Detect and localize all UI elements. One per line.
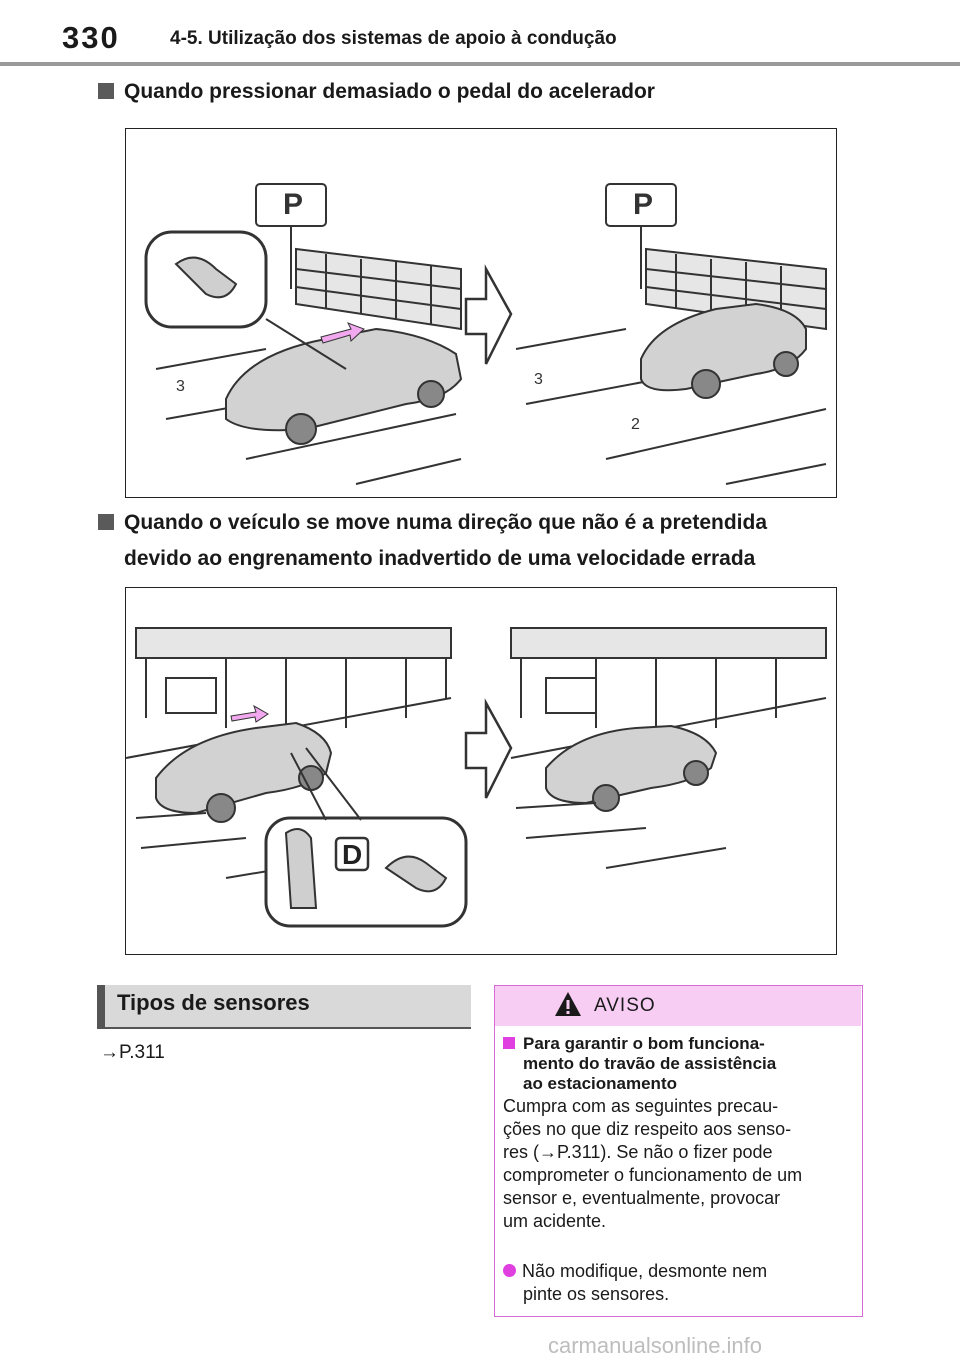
square-bullet-icon (98, 514, 114, 530)
watermark: carmanualsonline.info (548, 1333, 763, 1358)
warning-bullet-line1: Não modifique, desmonte nem (522, 1261, 768, 1281)
sensors-page-ref[interactable]: →P.311 (100, 1042, 165, 1063)
section2-heading-line2: devido ao engrenamento inadvertido de uma velocidade errada (124, 547, 756, 570)
warning-header (495, 986, 861, 1026)
sensors-heading: Tipos de sensores (117, 990, 310, 1015)
warning-bullet-line2: pinte os sensores. (523, 1284, 670, 1304)
warning-body (503, 1095, 853, 1233)
space-number-right-2: 2 (631, 416, 640, 433)
square-bullet-icon (98, 83, 114, 99)
parking-sign-left: P (283, 188, 304, 221)
warning-subtitle-line3: ao estacionamento (523, 1074, 677, 1093)
section1-heading (98, 80, 655, 104)
accelerator-illustration (126, 129, 836, 497)
figure-wrong-gear (125, 587, 837, 955)
warning-triangle-icon (553, 990, 583, 1018)
warning-body-line1: Cumpra com as seguintes precau- (503, 1096, 779, 1116)
section2-heading (98, 505, 858, 577)
warning-body-line6: um acidente. (503, 1211, 607, 1231)
warning-body-line3: res (→P.311). Se não o fizer pode (503, 1142, 773, 1162)
parking-sign-right: P (633, 188, 654, 221)
space-number-right: 3 (534, 371, 543, 388)
chapter-title: 4-5. Utilização dos sistemas de apoio à condução (170, 28, 617, 49)
warning-bullet (503, 1260, 853, 1306)
gear-d-label: D (342, 839, 363, 870)
warning-body-line4: comprometer o funcionamento de um (503, 1165, 803, 1185)
warning-subtitle-line2: mento do travão de assistência (523, 1054, 777, 1073)
wrong-gear-illustration (126, 588, 836, 954)
warning-body-line2: ções no que diz respeito aos senso- (503, 1119, 792, 1139)
space-number-left: 3 (176, 378, 185, 395)
warning-subtitle (503, 1034, 853, 1094)
sensors-heading-rule (97, 1027, 471, 1029)
warning-body-line5: sensor e, eventualmente, provocar (503, 1188, 781, 1208)
figure-accelerator (125, 128, 837, 498)
section1-heading-text: Quando pressionar demasiado o pedal do acelerador (124, 80, 655, 103)
warning-title: AVISO (594, 995, 656, 1016)
warning-subtitle-line1: Para garantir o bom funciona- (523, 1034, 765, 1053)
section2-heading-line1: Quando o veículo se move numa direção que não é a pretendida (124, 511, 767, 534)
pink-square-bullet-icon (503, 1037, 515, 1049)
pink-dot-bullet-icon (503, 1264, 516, 1277)
header-rule (0, 62, 960, 66)
page-number: 330 (62, 20, 120, 55)
